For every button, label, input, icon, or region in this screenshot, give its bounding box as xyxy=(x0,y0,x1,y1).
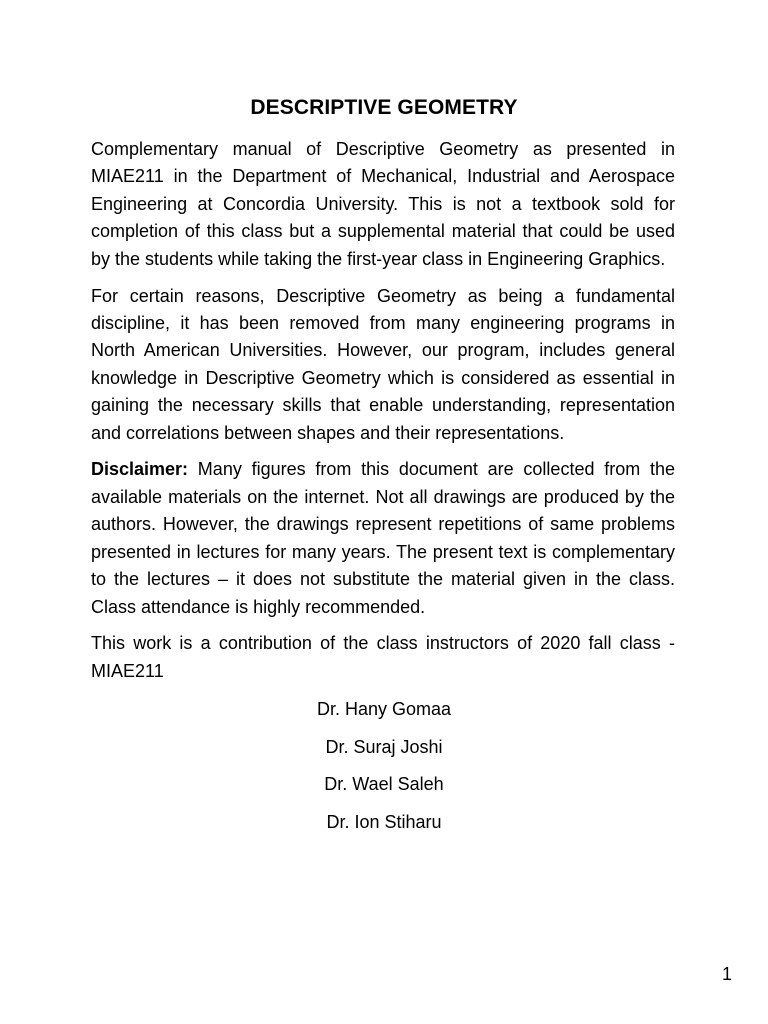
page-number: 1 xyxy=(721,964,732,984)
intro-paragraph: Complementary manual of Descriptive Geometry as presented in MIAE211 in the Department of Mechanical, Industrial and Aerospace Engineering at Concordia University. This is not a textbook sold for completion of this class but a supplemental material that could be used by the students while taking the first-year class in Engineering Graphics. xyxy=(91,139,675,269)
contribution-paragraph: This work is a contribution of the class instructors of 2020 fall class - MIAE211 xyxy=(91,633,675,681)
author-name: Dr. Ion Stiharu xyxy=(326,811,442,832)
document-title: DESCRIPTIVE GEOMETRY xyxy=(250,96,518,119)
author-name: Dr. Suraj Joshi xyxy=(325,736,443,757)
author-list xyxy=(0,696,768,846)
document-body xyxy=(91,136,675,695)
disclaimer-text: Many figures from this document are collected from the available materials on the internet. Not all drawings are produced by the authors. However, the drawings represent repetitions of same problems presented in lectures for many years. The present text is complementary to the lectures – it does not substitute the material given in the class. Class attendance is highly recommended. xyxy=(91,459,675,617)
reasons-paragraph: For certain reasons, Descriptive Geometry as being a fundamental discipline, it has been removed from many engineering programs in North American Universities. However, our program, includes general knowledge in Descriptive Geometry which is considered as essential in gaining the necessary skills that enable understanding, representation and correlations between shapes and their representations. xyxy=(91,285,675,443)
author-name: Dr. Wael Saleh xyxy=(324,774,444,794)
disclaimer-label: Disclaimer: xyxy=(91,459,189,480)
disclaimer-paragraph xyxy=(91,456,675,620)
author-name: Dr. Hany Gomaa xyxy=(316,699,452,719)
